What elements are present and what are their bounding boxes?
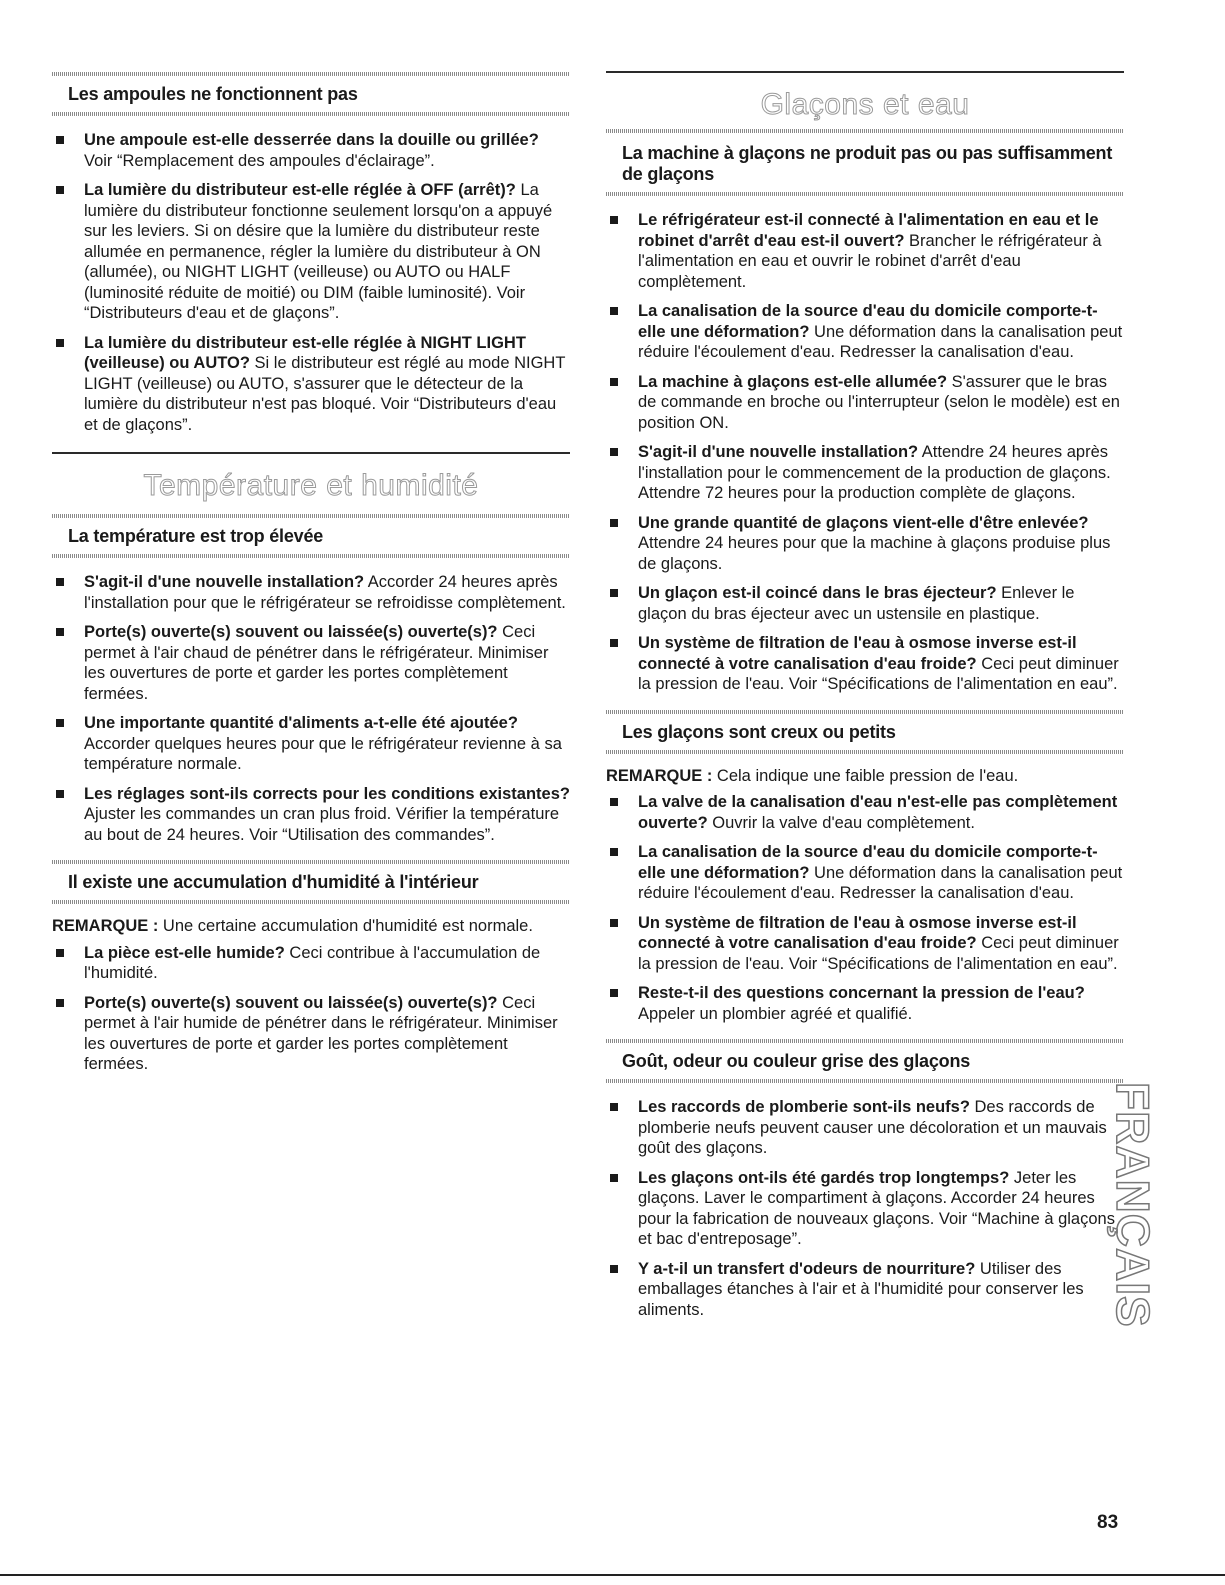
language-side-tab [1107, 1082, 1180, 1342]
list-gout [606, 1097, 1124, 1320]
bullet-icon [610, 378, 618, 386]
remark-creux: REMARQUE : Cela indique une faible pression de l'eau. [606, 766, 1019, 785]
hatch-rule [52, 554, 570, 558]
remark-humidite: REMARQUE : Une certaine accumulation d'humidité est normale. [52, 917, 533, 935]
list-ampoules [52, 130, 570, 435]
right-column [606, 0, 1124, 1329]
left-column [52, 0, 570, 1084]
list-item: La canalisation de la source d'eau du domicile comporte-t-elle une déformation? Une déformation dans la canalisation peut réduire l'écoulement d'eau. Redresser la canalisation d'eau. [606, 301, 1124, 363]
bullet-icon [610, 919, 618, 927]
section-heading-humidite: Il existe une accumulation d'humidité à l'intérieur [68, 872, 479, 892]
section-heading-machine: La machine à glaçons ne produit pas ou pas suffisamment de glaçons [622, 143, 1113, 184]
list-item: Porte(s) ouverte(s) souvent ou laissée(s) ouverte(s)? Ceci permet à l'air chaud de pénétrer dans le réfrigérateur. Minimiser les ouvertures de porte et garder les portes complètement fermées. [52, 622, 570, 704]
list-item: La canalisation de la source d'eau du domicile comporte-t-elle une déformation? Une déformation dans la canalisation peut réduire l'écoulement d'eau. Redresser la canalisation d'eau. [606, 842, 1124, 904]
list-item: Le réfrigérateur est-il connecté à l'alimentation en eau et le robinet d'arrêt d'eau est-il ouvert? Brancher le réfrigérateur à l'alimentation en eau et ouvrir le robinet d'arrêt d'eau complètement. [606, 210, 1124, 292]
list-item: Les réglages sont-ils corrects pour les conditions existantes? Ajuster les commandes un cran plus froid. Vérifier la température au bout de 24 heures. Voir “Utilisation des commandes”. [52, 784, 570, 846]
bullet-icon [56, 719, 64, 727]
list-temperature [52, 572, 570, 845]
bullet-icon [610, 798, 618, 806]
list-item: S'agit-il d'une nouvelle installation? Accorder 24 heures après l'installation pour que le réfrigérateur se refroidisse complètement. [52, 572, 570, 613]
list-item: Un système de filtration de l'eau à osmose inverse est-il connecté à votre canalisation d'eau froide? Ceci peut diminuer la pression de l'eau. Voir “Spécifications de l'alimentation en eau”. [606, 913, 1124, 975]
bullet-icon [56, 578, 64, 586]
list-item: Les glaçons ont-ils été gardés trop longtemps? Jeter les glaçons. Laver le compartiment à glaçons. Accorder 24 heures pour la fabrication de nouveaux glaçons. Voir “Machine à glaçons et bac d'entreposage”. [606, 1168, 1124, 1250]
bottom-rule [0, 1574, 1225, 1576]
list-item: La lumière du distributeur est-elle réglée à NIGHT LIGHT (veilleuse) ou AUTO? Si le distributeur est réglé au mode NIGHT LIGHT (veilleuse) ou AUTO, s'assurer que le détecteur de la lumière du distributeur n'est pas bloqué. Voir “Distributeurs d'eau et de glaçons”. [52, 333, 570, 436]
bullet-icon [610, 1174, 618, 1182]
bullet-icon [56, 339, 64, 347]
bullet-icon [56, 999, 64, 1007]
list-item: La machine à glaçons est-elle allumée? S'assurer que le bras de commande en broche ou l'interrupteur (selon le modèle) est en position ON. [606, 372, 1124, 434]
list-item: Un glaçon est-il coincé dans le bras éjecteur? Enlever le glaçon du bras éjecteur avec un ustensile en plastique. [606, 583, 1124, 624]
bullet-icon [610, 848, 618, 856]
section-heading-ampoules: Les ampoules ne fonctionnent pas [68, 84, 358, 104]
bullet-icon [56, 136, 64, 144]
list-item: Un système de filtration de l'eau à osmose inverse est-il connecté à votre canalisation d'eau froide? Ceci peut diminuer la pression de l'eau. Voir “Spécifications de l'alimentation en eau”. [606, 633, 1124, 695]
bullet-icon [610, 448, 618, 456]
list-item: Les raccords de plomberie sont-ils neufs? Des raccords de plomberie neufs peuvent causer une décoloration et un mauvais goût des glaçons. [606, 1097, 1124, 1159]
list-item: Y a-t-il un transfert d'odeurs de nourriture? Utiliser des emballages étanches à l'air et à l'humidité pour conserver les aliments. [606, 1259, 1124, 1321]
section-heading-gout: Goût, odeur ou couleur grise des glaçons [622, 1051, 971, 1071]
list-item: Une importante quantité d'aliments a-t-elle été ajoutée? Accorder quelques heures pour que le réfrigérateur revienne à sa température normale. [52, 713, 570, 775]
bullet-icon [610, 519, 618, 527]
bullet-icon [610, 589, 618, 597]
list-item: Une ampoule est-elle desserrée dans la douille ou grillée? Voir “Remplacement des ampoules d'éclairage”. [52, 130, 570, 171]
list-item: Reste-t-il des questions concernant la pression de l'eau? Appeler un plombier agréé et qualifié. [606, 983, 1124, 1024]
bullet-icon [610, 1103, 618, 1111]
list-item: La valve de la canalisation d'eau n'est-elle pas complètement ouverte? Ouvrir la valve d'eau complètement. [606, 792, 1124, 833]
bullet-icon [56, 949, 64, 957]
bullet-icon [610, 307, 618, 315]
list-item: Porte(s) ouverte(s) souvent ou laissée(s) ouverte(s)? Ceci permet à l'air humide de pénétrer dans le réfrigérateur. Minimiser les ouvertures de porte et garder les portes complètement fermées. [52, 993, 570, 1075]
section-heading-temperature: La température est trop élevée [68, 526, 324, 546]
list-humidite [52, 943, 570, 1075]
bullet-icon [56, 628, 64, 636]
bullet-icon [56, 790, 64, 798]
list-item: La lumière du distributeur est-elle réglée à OFF (arrêt)? La lumière du distributeur fonctionne seulement lorsqu'on a appuyé sur les leviers. Si on désire que la lumière du distributeur reste allumée en permanence, régler la lumière du distributeur à ON (allumée), ou NIGHT LIGHT (veilleuse) ou AUTO ou HALF (luminosité réduite de moitié) ou DIM (faible luminosité). Voir “Distributeurs d'eau et de glaçons”. [52, 180, 570, 324]
list-item: S'agit-il d'une nouvelle installation? Attendre 24 heures après l'installation pour le commencement de la production de glaçons. Attendre 72 heures pour la production complète de glaçons. [606, 442, 1124, 504]
list-creux [606, 792, 1124, 1024]
hatch-rule [606, 192, 1124, 196]
language-tab-label: FRANÇAIS [1107, 1082, 1159, 1328]
list-machine [606, 210, 1124, 695]
hatch-rule [52, 900, 570, 904]
bullet-icon [56, 186, 64, 194]
bullet-icon [610, 639, 618, 647]
list-item: Une grande quantité de glaçons vient-elle d'être enlevée? Attendre 24 heures pour que la machine à glaçons produise plus de glaçons. [606, 513, 1124, 575]
section-title-temperature: Température et humidité [143, 469, 479, 502]
list-item: La pièce est-elle humide? Ceci contribue à l'accumulation de l'humidité. [52, 943, 570, 984]
hatch-rule [52, 112, 570, 116]
bullet-icon [610, 216, 618, 224]
hatch-rule [606, 1079, 1124, 1083]
bullet-icon [610, 989, 618, 997]
page-number: 83 [1097, 1512, 1119, 1533]
bullet-icon [610, 1265, 618, 1273]
section-heading-creux: Les glaçons sont creux ou petits [622, 721, 896, 742]
hatch-rule [606, 750, 1124, 754]
section-title-glacons: Glaçons et eau [760, 88, 970, 121]
